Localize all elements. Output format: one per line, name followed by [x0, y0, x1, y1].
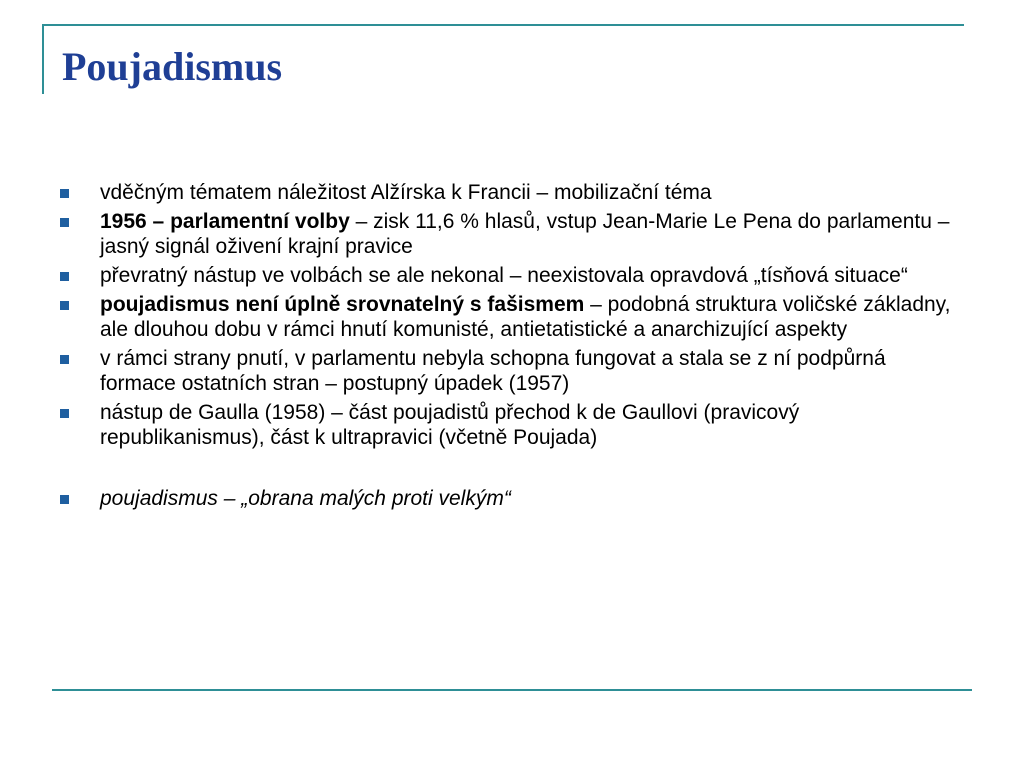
bullet-text-italic: poujadismus – „obrana malých proti velkým“ [100, 487, 511, 510]
square-bullet-icon [60, 495, 69, 504]
bullet-text: převratný nástup ve volbách se ale nekonal – neexistovala opravdová „tísňová situace“ [100, 264, 908, 287]
bullet-item [60, 209, 960, 259]
square-bullet-icon [60, 218, 69, 227]
bullet-list [60, 180, 960, 515]
top-divider-line [42, 24, 964, 26]
bullet-emphasis: 1956 – parlamentní volby [100, 210, 350, 233]
bottom-divider-line [52, 689, 972, 691]
bullet-text: – zisk 11,6 % hlasů, vstup Jean-Marie Le Pena do parlamentu – jasný signál oživení krajní pravice [100, 210, 950, 258]
bullet-item [60, 486, 960, 511]
bullet-emphasis: poujadismus není úplně srovnatelný s fašismem [100, 293, 585, 316]
square-bullet-icon [60, 355, 69, 364]
square-bullet-icon [60, 409, 69, 418]
bullet-text: v rámci strany pnutí, v parlamentu nebyla schopna fungovat a stala se z ní podpůrná formace ostatních stran – postupný úpadek (1957) [100, 347, 886, 395]
bullet-item [60, 346, 960, 396]
bullet-item [60, 180, 960, 205]
bullet-text: vděčným tématem náležitost Alžírska k Francii – mobilizační téma [100, 181, 712, 204]
bullet-text: – podobná struktura voličské základny, ale dlouhou dobu v rámci hnutí komunisté, antietatistické a anarchizující aspekty [100, 293, 951, 341]
slide-title: Poujadismus [62, 44, 283, 89]
square-bullet-icon [60, 301, 69, 310]
square-bullet-icon [60, 272, 69, 281]
title-accent-line [42, 24, 44, 94]
bullet-item [60, 292, 960, 342]
bullet-text: nástup de Gaulla (1958) – část poujadistů přechod k de Gaullovi (pravicový republikanismus), část k ultrapravici (včetně Poujada) [100, 401, 800, 449]
square-bullet-icon [60, 189, 69, 198]
bullet-item [60, 400, 960, 450]
bullet-item [60, 263, 960, 288]
